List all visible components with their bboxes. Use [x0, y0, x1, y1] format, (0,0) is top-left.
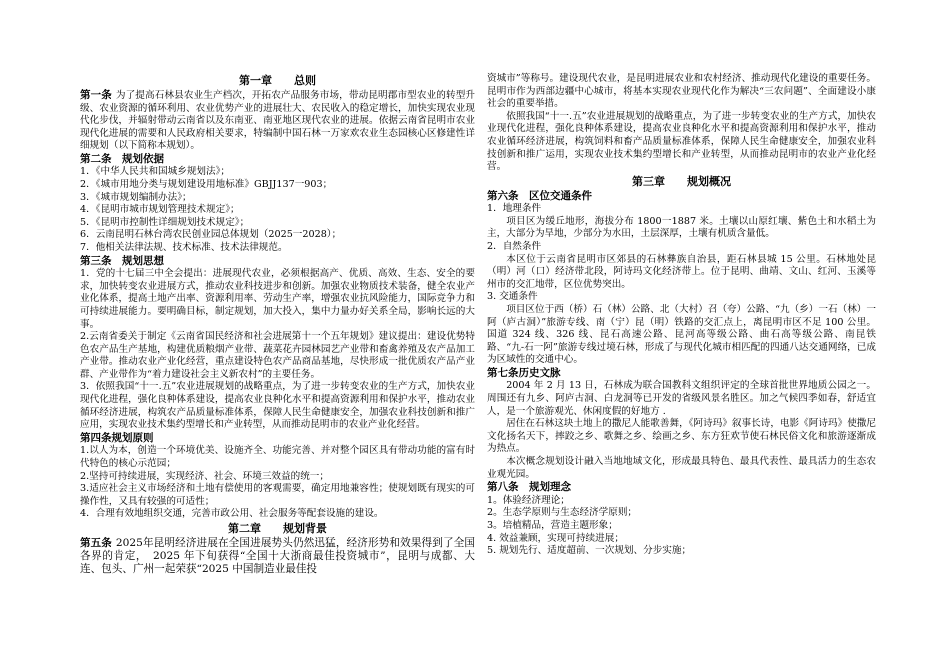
article-3-item: 1．党的十七届三中全会提出：进展现代农业，必须根据高产、优质、高效、生态、安全的要求，加快转变农业进展方式，推动农业科技进步和创新。加强农业物质技术装备，健全农业产业化体系，提高土地产出率、资源利用率、劳动生产率，增强农业抗风险能力，国际竞争力和可持续进展能力。要明确目标，制定规划，加大投入，集中力量办好关系全局，影响长远的大事。	[80, 268, 475, 330]
article-4-title: 第四条规划原则	[80, 431, 154, 444]
article-7-paragraph-1: 2004 年 2 月 13 日，石林成为联合国教科文组织评定的全球首批世界地质公园之一。周围还有九乡、阿庐古洞、白龙洞等已开发的省级风景名胜区。加之气候四季如春，舒适宜人，是一个旅游观光、休闲度假的好地方 .	[487, 380, 876, 417]
article-7-title: 第七条历史文脉	[487, 366, 561, 379]
article-2-item: 4．《昆明市城市规划管理技术规定》；	[80, 204, 240, 216]
article-4-item: 2.坚持可持续进展，实现经济、社会、环境三效益的统一；	[80, 470, 329, 482]
article-4-item: 4．合理有效地组织交通，完善市政公用、社会服务等配套设施的建设。	[80, 508, 384, 520]
article-3-title: 第三条 规划思想	[80, 254, 164, 267]
article-6-subtitle-geography: 1．地理条件	[487, 203, 542, 215]
chapter-2-title: 第二章 规划背景	[228, 521, 327, 535]
article-2-title: 第二条 规划依据	[80, 152, 164, 165]
chapter-1-title: 第一章 总则	[239, 74, 316, 87]
article-5-paragraph-2: 依照我国“十一.五”农业进展规划的战略重点，为了进一步转变农业的生产方式，加快农业现代化进程，强化良种体系建设，提高农业良种化水平和提高资源利用和保护水平，推动农业循环经济进展，构筑饲料和畜产品质量标准体系，保障人民生命健康安全，加强农业科技创新和推广运用，实现农业技术集约型增长和产业转型，从而推动昆明市的农业产业化经营。	[487, 110, 876, 173]
article-8-item: 5. 规划先行、适度超前、一次规划、分步实施；	[487, 545, 692, 557]
article-7-paragraph-3: 本次概念规划设计融入当地地域文化，形成最具特色、最具代表性、最具活力的生态农业观光园。	[487, 456, 876, 480]
article-8-item: 3。培植精品，营造主题形象；	[487, 519, 618, 531]
article-3-item: 3．依照我国“十一.五”农业进展规划的战略重点，为了进一步转变农业的生产方式，加快农业现代化进程，强化良种体系建设，提高农业良种化水平和提高资源利用和保护水平，推动农业循环经济进展，构筑农产品质量标准体系，保障人民生命健康安全，加强农业科技创新和推广应用，实现农业技术集约型增长和产业转型，从而推动昆明市的农业产业化经营。	[80, 381, 475, 431]
article-6-geography-text: 项目区为缓丘地形，海拔分布 1800一1887 米。土壤以山原红壤、紫色土和水稻土为主，大部分为旱地，少部分为水田，土层深厚，土壤有机质含量低。	[487, 215, 876, 240]
article-8-title: 第八条 规划理念	[487, 481, 571, 494]
article-4-item: 1.以人为本，创造一个环境优美、设施齐全、功能完善、并对整个园区具有带动功能的富有时代特色的核心示范园；	[80, 445, 475, 469]
article-5-text: 2025年昆明经济进展在全国进展势头仍然迅猛，经济形势和效果得到了全国各界的肯定， 2025 年下旬获得“全国十大浙商最佳投资城市”，昆明与成都、大连、包头、广州一起荣获“2025 中国制造业最佳投	[80, 536, 475, 575]
article-3-item: 2.云南省委关于制定《云南省国民经济和社会进展第十一个五年规划》建议提出：建设优势特色农产品生产基地，构建优质粮烟产业带、蔬菜花卉园林园艺产业带和畜禽养殖及农产品加工产业带。推动农业产业化经营，重点建设特色农产品商品基地，尽快形成一批优质农产品产业群、产业带作为“着力建设社会主义新农村”的主要任务。	[80, 331, 475, 380]
left-column	[80, 73, 475, 576]
article-7-paragraph-2: 居住在石林这块土地上的撒尼人能歌善舞，《阿诗玛》叙事长诗，电影《阿诗玛》使撒尼文化扬名天下，摔跤之乡、歌舞之乡、绘画之乡、东方狂欢节使石林民俗文化和旅游逐渐成为热点。	[487, 418, 876, 455]
chapter-3-title: 第三章 规划概况	[632, 174, 731, 188]
article-5-continued: 资城市”等称号。建设现代农业，是昆明进展农业和农村经济、推动现代化建设的重要任务。昆明市作为西部边疆中心城市，将基本实现农业现代化作为解决“三农问题”、全面建设小康社会的重要举措。	[487, 73, 876, 110]
article-1-label: 第一条	[80, 89, 112, 101]
article-5	[80, 537, 475, 576]
article-2-item: 1．《中华人民共和国城乡规划法》；	[80, 166, 231, 178]
article-6-nature-text: 本区位于云南省昆明市区郊县的石林彝族自治县，距石林县城 15 公里。石林地处昆（明）河（口）经济带北段，阿诗玛文化经济带上。位于昆明、曲靖、文山、红河、玉溪等州市的交汇地带，区位优势突出。	[487, 253, 876, 290]
article-6-subtitle-nature: 2．自然条件	[487, 241, 542, 253]
article-2-item: 7．他相关法律法规、技术标准、技术法律规范。	[80, 242, 288, 254]
article-1	[80, 89, 475, 153]
article-2-item: 3．《城市规划编制办法》；	[80, 191, 192, 203]
article-8-item: 2。生态学原则与生态经济学原则；	[487, 507, 638, 519]
article-2-item: 5．《昆明市控制性详细规划技术规定》；	[80, 216, 250, 228]
article-4-item: 3.适应社会主义市场经济和土地有偿使用的客观需要，确定用地兼容性；使规划既有现实的可操作性，又具有较强的可适性；	[80, 483, 475, 507]
article-1-text: 为了提高石林县农业生产档次，开拓农产品服务市场，带动昆明郡市型农业的转型升级、农业资源的循环利用、农业优势产业的进展壮大、农民收入的稳定增长，加快实现农业现代化步伐，并辐射带动云南省以及东南亚、南亚地区现代农业的进展。依据云南省昆明市农业现代化进展的需要和人民政府相关要求，特编制中国石林一万家欢农业生态园核心区修建性详细规划（以下简称本规划）。	[80, 90, 476, 152]
article-2-item: 6．云南昆明石林台湾农民创业园总体规划（2025一2028）；	[80, 229, 342, 241]
article-6-traffic-text: 项目区位于西（桥）石（林）公路、北（大村）召（夸）公路、“九（乡）一石（林）一阿（庐古洞）”旅游专线、南（宁）昆（明）铁路的交汇点上，离昆明市区不足 100 公里。国道 324 线、326 线、昆石高速公路、昆河高等级公路、曲石高等级公路、南昆铁路、“九-石一阿”旅游专线过境石林，形成了与现代化城市相匹配的四通八达交通网络，已成为区域性的交通中心。	[487, 304, 876, 366]
article-8-item: 1。体验经济理论；	[487, 494, 570, 506]
article-6-subtitle-traffic: 3. 交通条件	[487, 291, 538, 303]
article-2-item: 2．《城市用地分类与规划建设用地标准》GBJJ137一903；	[80, 179, 333, 191]
article-6-title: 第六条 区位交通条件	[487, 189, 592, 202]
right-column	[487, 73, 876, 558]
article-5-label: 第五条	[80, 536, 112, 549]
article-8-item: 4. 效益兼顾，实现可持续进展；	[487, 532, 624, 544]
